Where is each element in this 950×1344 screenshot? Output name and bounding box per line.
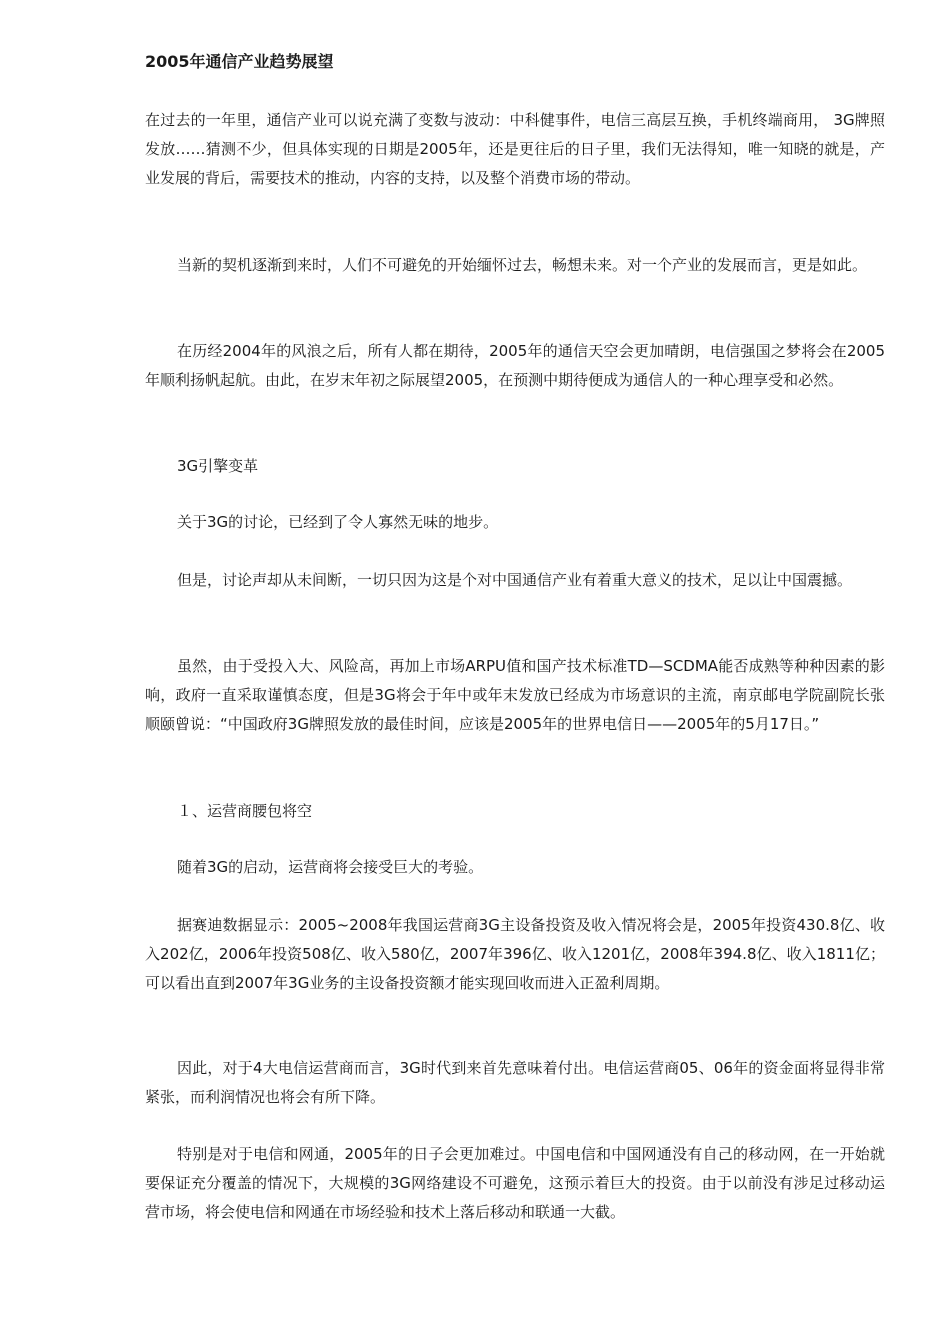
paragraph-ccid-data: 据赛迪数据显示：2005~2008年我国运营商3G主设备投资及收入情况将会是，2005年投资430.8亿、收入202亿，2006年投资508亿、收入580亿，2007年396亿、收入1201亿，2008年394.8亿、收入1811亿；可以看出直到2007年3G业务的主设备投资额才能实现回收而进入正盈利周期。 — [145, 916, 885, 992]
paragraph-3g-significance: 但是，讨论声却从未间断，一切只因为这是个对中国通信产业有着重大意义的技术，足以让中国震撼。 — [177, 571, 853, 589]
paragraph-3g-license: 虽然，由于受投入大、风险高，再加上市场ARPU值和国产技术标准TD—SCDMA能否成熟等种种因素的影响，政府一直采取谨慎态度，但是3G将会于年中或年末发放已经成为市场意识的主流，南京邮电学院副院长张顺颐曾说：“中国政府3G牌照发放的最佳时间，应该是2005年的世界电信日——2005年的5月17日。” — [145, 657, 885, 733]
paragraph-intro: 在过去的一年里，通信产业可以说充满了变数与波动：中科健事件，电信三高层互换，手机终端商用， 3G牌照发放……猜测不少，但具体实现的日期是2005年，还是更往后的日子里，我们无法得知，唯一知晓的就是，产业发展的背后，需要技术的推动，内容的支持，以及整个消费市场的带动。 — [145, 111, 885, 187]
paragraph-telecom-netcom: 特别是对于电信和网通，2005年的日子会更加难过。中国电信和中国网通没有自己的移动网，在一开始就要保证充分覆盖的情况下，大规模的3G网络建设不可避免，这预示着巨大的投资。由于以前没有涉足过移动运营市场，将会使电信和网通在市场经验和技术上落后移动和联通一大截。 — [145, 1145, 885, 1221]
document-title: 2005年通信产业趋势展望 — [145, 52, 334, 71]
paragraph-investment: 因此，对于4大电信运营商而言，3G时代到来首先意味着付出。电信运营商05、06年的资金面将显得非常紧张，而利润情况也将会有所下降。 — [145, 1059, 885, 1106]
paragraph-3g-discussion: 关于3G的讨论，已经到了令人寡然无味的地步。 — [177, 513, 499, 531]
subsection-heading-operators: １、运营商腰包将空 — [177, 802, 313, 820]
paragraph-2004-review: 在历经2004年的风浪之后，所有人都在期待，2005年的通信天空会更加晴朗，电信强国之梦将会在2005年顺利扬帆起航。由此，在岁末年初之际展望2005，在预测中期待便成为通信人的一种心理享受和必然。 — [145, 342, 885, 389]
paragraph-opportunity: 当新的契机逐渐到来时，人们不可避免的开始缅怀过去，畅想未来。对一个产业的发展而言，更是如此。 — [177, 256, 868, 274]
section-heading-3g: 3G引擎变革 — [177, 457, 259, 475]
paragraph-operators-test: 随着3G的启动，运营商将会接受巨大的考验。 — [177, 858, 484, 876]
